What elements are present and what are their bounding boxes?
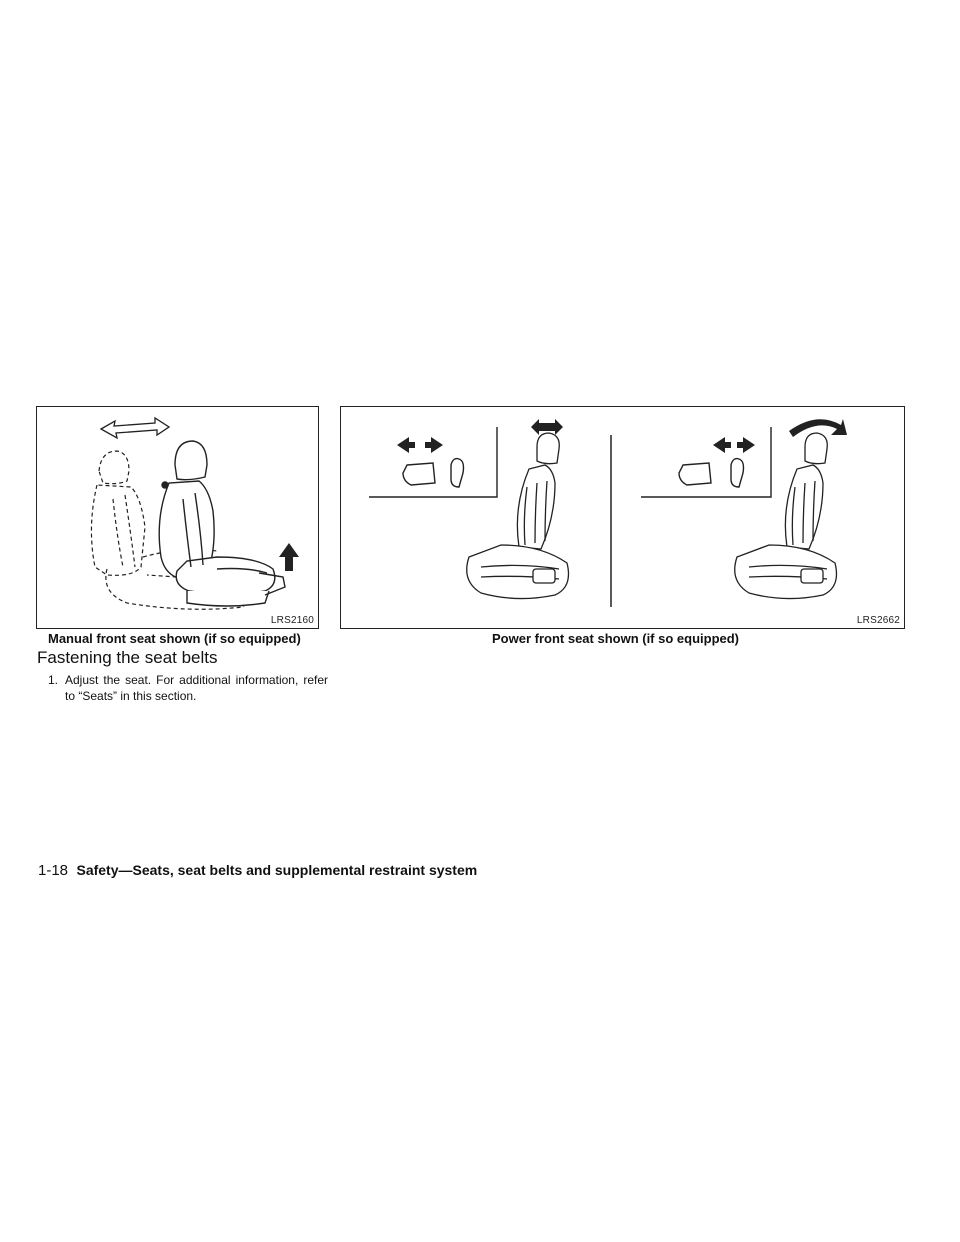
figure-code: LRS2662 (856, 615, 900, 626)
figure-caption-power-seat: Power front seat shown (if so equipped) (492, 631, 740, 646)
section-heading: Fastening the seat belts (37, 648, 218, 667)
manual-seat-illustration (37, 407, 319, 629)
figure-power-seat (340, 406, 905, 629)
page-number: 1-18 (38, 862, 69, 879)
figure-manual-seat (36, 406, 319, 629)
step-text: Adjust the seat. For additional information, refer to “Seats” in this section. (65, 673, 328, 703)
step-number: 1. (48, 673, 59, 687)
figure-caption-manual-seat: Manual front seat shown (if so equipped) (48, 631, 301, 646)
figure-code: LRS2160 (270, 615, 314, 626)
step-list (48, 672, 328, 704)
page-footer (38, 862, 477, 880)
list-item (48, 672, 328, 704)
power-seat-illustration (341, 407, 905, 629)
footer-title: Safety—Seats, seat belts and supplemental restraint system (76, 862, 478, 878)
